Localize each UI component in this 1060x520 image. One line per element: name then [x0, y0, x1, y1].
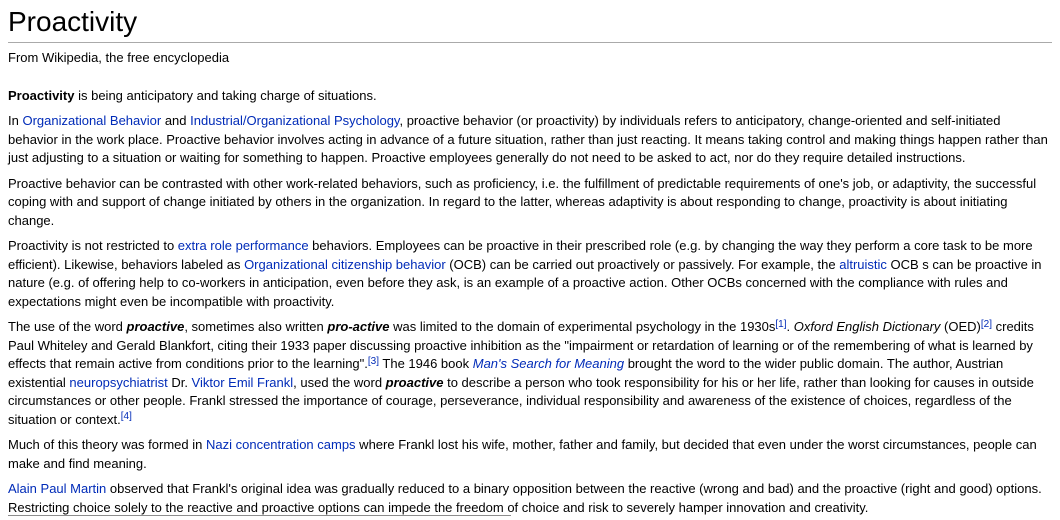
text-segment: pro-active [327, 319, 390, 335]
paragraph [8, 480, 1052, 517]
text-segment: , proactive behavior (or proactivity) by individuals refers to anticipatory, change-oriented and self-initiated behavior in the work place. Proactive behavior involves acting in advance of a future situation, rather than just reacting. It means taking control and making things happen rather than just adjusting to a situation or waiting for something to happen. Proactive employees generally do not need to be asked to act, nor do they require detailed instructions. [8, 113, 1048, 166]
toc-box-top-border [8, 515, 511, 516]
reference-marker [368, 356, 379, 367]
page-title: Proactivity [8, 6, 1052, 43]
reference-link[interactable]: [3] [367, 355, 380, 367]
wiki-link[interactable]: neuropsychiatrist [69, 374, 168, 390]
wiki-link[interactable]: Alain Paul Martin [8, 481, 107, 497]
wiki-link[interactable]: Man's Search for Meaning [472, 356, 625, 372]
text-segment: Proactive behavior can be contrasted with other work-related behaviors, such as proficiency, i.e. the fulfillment of predictable requirements of one's job, or adaptivity, the successful coping with and support of change initiated by others in the organization. In regard to the latter, whereas adaptivity is about responding to change, proactivity is about initiating change. [8, 175, 1037, 228]
paragraph [8, 436, 1052, 473]
paragraph [8, 87, 1052, 106]
reference-marker [121, 411, 132, 422]
text-segment: Dr. [167, 374, 192, 390]
text-segment: , used the word [293, 374, 386, 390]
text-segment: credits Paul Whiteley and Gerald Blankfort, citing their 1933 paper discussing proactive inhibition as the "impairment or retardation of learning or of the remembering of what is learned by effects that remain active from conditions prior to the learning". [8, 319, 1034, 372]
text-segment: Proactivity is not restricted to [8, 238, 178, 254]
site-subtitle: From Wikipedia, the free encyclopedia [8, 50, 230, 66]
paragraph [8, 318, 1052, 429]
text-segment: to describe a person who took responsibility for his or her life, rather than looking for causes in outside circumstances or other people. Frankl stressed the importance of courage, perseverance, individual responsibility and awareness of the existence of choices, regardless of the situation or context. [8, 374, 1034, 427]
text-segment: proactive [126, 319, 185, 335]
paragraph [8, 237, 1052, 311]
reference-marker [981, 319, 992, 330]
reference-link[interactable]: [2] [980, 318, 993, 330]
wiki-link[interactable]: Nazi concentration camps [205, 437, 356, 453]
text-segment: Much of this theory was formed in [8, 437, 206, 453]
wiki-link[interactable]: Organizational Behavior [22, 113, 162, 129]
reference-link[interactable]: [4] [120, 411, 132, 423]
wiki-link[interactable]: altruistic [839, 256, 887, 272]
text-segment: observed that Frankl's original idea was gradually reduced to a binary opposition between the reactive (wrong and bad) and the proactive (right and good) options. Restricting choice solely to the reactive and proactive options can impede the freedom of choice and risk to severely hamper innovation and creativity. [8, 481, 1042, 515]
text-segment: The 1946 book [379, 356, 473, 372]
wiki-link[interactable]: Viktor Emil Frankl [191, 374, 294, 390]
wiki-link[interactable]: Organizational citizenship behavior [244, 256, 446, 272]
text-segment: The use of the word [8, 319, 127, 335]
text-segment: was limited to the domain of experimental psychology in the 1930s [389, 319, 776, 335]
text-segment: Oxford English Dictionary [793, 319, 941, 335]
text-segment: In [8, 113, 23, 129]
text-segment: OCB s can be proactive in nature (e.g. of offering help to co-workers in anticipation, even before they ask, is an example of a proactive action. Other OCBs concerned with the compliance with rules and expectations might even be incompatible with proactivity. [8, 256, 1042, 309]
text-segment: behaviors. Employees can be proactive in their prescribed role (e.g. by changing the way they perform a core task to be more efficient). Likewise, behaviors labeled as [8, 238, 1033, 272]
text-segment: (OCB) can be carried out proactively or passively. For example, the [445, 256, 840, 272]
text-segment: (OED) [940, 319, 981, 335]
text-segment: is being anticipatory and taking charge of situations. [74, 87, 377, 103]
article-body [8, 87, 1052, 518]
text-segment: brought the word to the wider public domain. The author, Austrian existential [8, 356, 1004, 390]
wiki-link[interactable]: Industrial/Organizational Psychology [190, 113, 400, 129]
wiki-link[interactable]: extra role performance [177, 238, 309, 254]
text-segment: and [161, 113, 191, 129]
reference-link[interactable]: [1] [775, 318, 787, 330]
text-segment: Proactivity [8, 87, 75, 103]
text-segment: , sometimes also written [184, 319, 328, 335]
text-segment: . [786, 319, 794, 335]
text-segment: proactive [385, 374, 444, 390]
reference-marker [775, 319, 786, 330]
paragraph [8, 175, 1052, 231]
text-segment: where Frankl lost his wife, mother, father and family, but decided that even under the worst circumstances, people can make and find meaning. [8, 437, 1037, 471]
paragraph [8, 112, 1052, 168]
